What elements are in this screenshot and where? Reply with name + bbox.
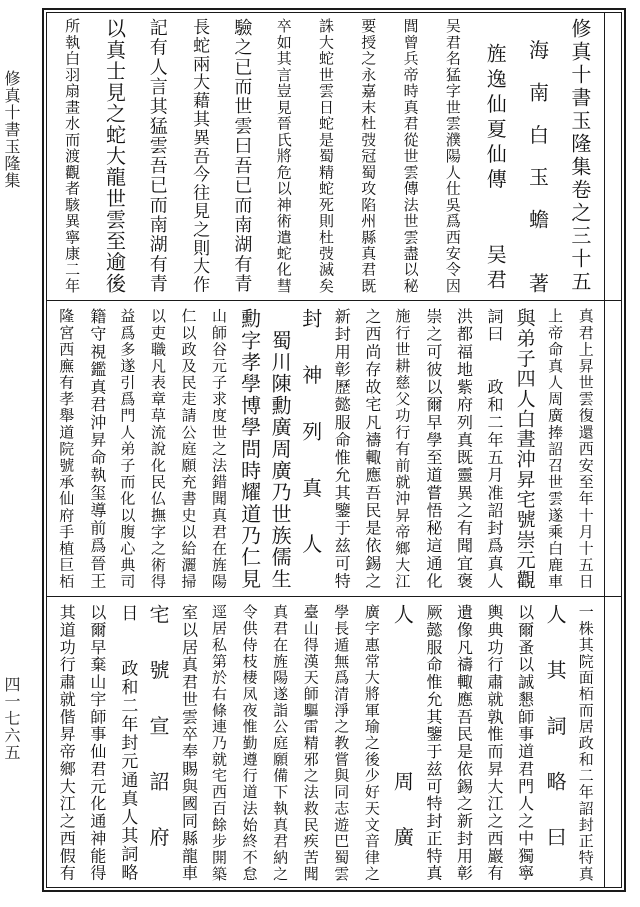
margin-book-title: 修真十書玉隆集 [2,70,21,189]
text-column: 以爾早棄山宇師事仙君元化通神能得 [87,604,107,882]
text-column: 日 政和二年封元通真人其詞略 [117,604,138,882]
block-divider-2 [46,596,622,597]
text-column: 一株其院面栢而居政和二年詔封正特真 [576,604,595,882]
text-column: 海 南 白 玉 蟾 著 [525,18,550,294]
text-column: 人 周廣 [390,604,415,882]
text-column: 崇之可彼以爾早學至道嘗悟秘這通化 [423,308,443,590]
text-column: 益爲多遂引爲門人弟子而化以腹心典司 [118,308,137,590]
text-column: 吴君名猛字世雲濮陽人仕吳爲西安令因 [443,18,462,294]
block-divider-1 [46,300,622,301]
text-column: 閭曾兵帝時真君從世雲傳法世雲盡以秘 [401,18,420,294]
margin-page-number: 四一七六五 [2,676,21,761]
text-column: 蜀川陳勳廣周廣乃世族儒生 [268,308,293,590]
text-column: 上帝命真人周廣捧詔召世雲遂乘白鹿車 [546,308,565,590]
text-column: 要授之永嘉末杜弢冠蜀攻陷州縣真君既 [359,18,378,294]
text-column: 記有人言其猛雲吾已而南湖有青 [146,18,168,294]
text-column: 輿典功行肅就孰惟而昇大江之西巖有 [485,604,505,882]
text-column: 臺山得漢天師驅雷精邪之法救民疾苦聞 [301,604,320,882]
text-column: 隆宮西廡有孝舉道院號承仙府手植巨栢 [57,308,76,590]
text-column: 旌逸仙夏仙傳 吴君 [483,18,508,294]
text-column: 誅大蛇世雲日蛇是蜀精蛇死則杜弢滅矣 [317,18,335,294]
block-middle [50,304,600,594]
text-column: 卒如其言豈見晉氏將危以神術遣蛇化彗 [274,18,293,294]
text-column: 封神列真人 [298,308,323,590]
text-column: 驗之已而世雲曰吾已而南湖有青 [231,18,253,294]
block-bottom [50,600,600,886]
text-column: 勳字孝學博學問時耀道乃仁見 [237,308,262,590]
text-column: 修真十書玉隆集卷之三十五 [567,18,592,294]
text-column: 仁以政及民走請公庭願充書史以給灑掃 [179,308,198,590]
text-column: 逕居私第於右條連乃就宅西百餘步開築 [210,604,229,882]
text-column: 長蛇兩大藉其異吾今往見之則大作 [189,18,210,294]
text-column: 宅號宣詔府 [145,604,170,882]
text-column: 厥懿服命惟允其鑒于兹可特封正特真 [423,604,443,882]
center-column-divider [604,12,622,888]
text-column: 遺像凡禱輙應吾民是依錫之新封用彰 [454,604,474,882]
text-column: 真君上昇世雲復還西安至年十月十五日 [576,308,595,590]
text-column: 以真士見之蛇大龍世雲至逾後 [102,18,127,294]
text-column: 所執白羽扇畫水而渡觀者駭異寧康二年 [63,18,82,294]
text-column: 之西尚存故宅凡禱輙應吾民是依錫之 [362,308,382,590]
text-column: 人其詞略曰 [543,604,568,882]
text-column: 其道功行肅就偕昇帝鄉大江之西假有 [57,604,77,882]
text-column: 詞曰 政和二年五月准詔封爲真人 [485,308,505,590]
text-column: 學長遁無爲清淨之教嘗與同志遊巴蜀雲 [332,604,351,882]
text-column: 山師谷元子求度世之法錯聞真君在旌陽 [210,308,229,590]
text-column: 新封用彰歷懿服命惟允其鑒于兹可特 [332,308,352,590]
text-column: 令供侍枝棲凤夜惟勤遵行道法始終不怠 [240,604,259,882]
text-column: 與弟子四人白晝沖昇宅號崇元觀 [513,308,536,590]
text-column: 籍守視鑑真君沖昇命執玺導前爲晉王 [87,308,107,590]
text-column: 洪都福地紫府列真既靈異之有聞宜褒 [454,308,474,590]
text-column: 施行世耕慈父功行有前就沖昇帝鄉大江 [393,308,412,590]
text-column: 以吏職凡表章草流說化民仏撫字之術得 [148,308,167,590]
block-top [50,14,600,298]
text-column: 真君在旌陽遂詣公庭願備下執真君納之 [271,604,290,882]
text-column: 廣字惠常大將軍瑜之後少好天文音律之 [362,604,381,882]
text-column: 室以居真君世雲卒奉賜與國同縣龍車 [179,604,199,882]
text-column: 以爾蚤以誠懇師事道君門人之中獨寧 [515,604,535,882]
